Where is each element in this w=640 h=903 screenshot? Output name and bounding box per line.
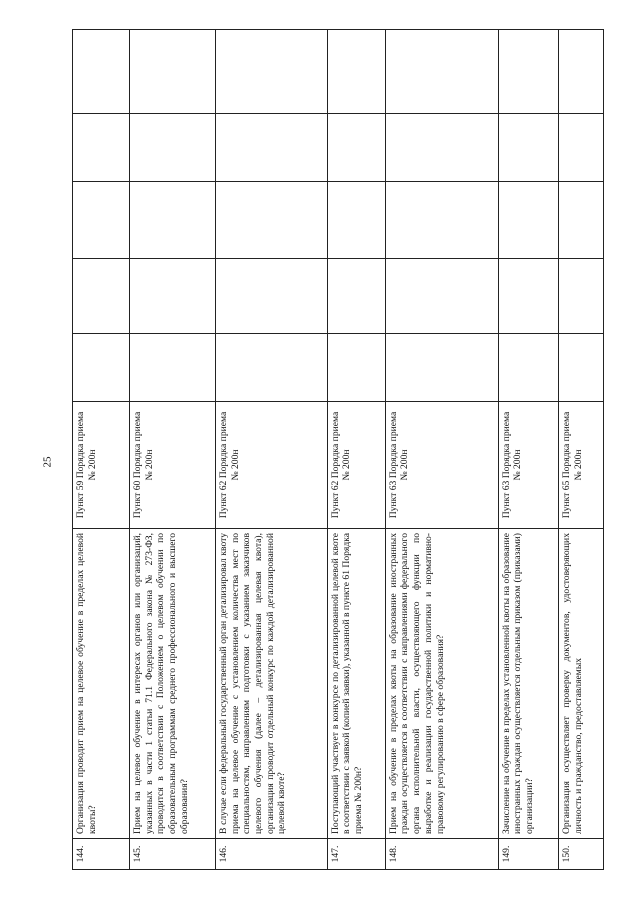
rotated-table-container: [72, 30, 604, 870]
table-row: [498, 30, 558, 870]
table-row: [558, 30, 603, 870]
answer-cell: [385, 182, 498, 259]
answer-cell: [498, 30, 558, 114]
row-number: 144.: [73, 839, 130, 870]
answer-cell: [498, 114, 558, 182]
answer-cell: [327, 30, 385, 114]
answer-cell: [558, 259, 603, 334]
table-row: [129, 30, 215, 870]
question-text: Организация осуществляет проверку документов, удостоверяющих личность и гражданство, предоставляемых: [558, 529, 603, 839]
reference-cell: Пункт 63 Порядка приема № 200н: [498, 402, 558, 529]
reference-cell: Пункт 65 Порядка приема № 200н: [558, 402, 603, 529]
answer-cell: [327, 334, 385, 402]
answer-cell: [558, 114, 603, 182]
answer-cell: [327, 114, 385, 182]
answer-cell: [327, 182, 385, 259]
question-text: Прием на целевое обучение в интересах органов или организаций, указанных в части 1 статьи 71.1 Федерального закона № 273-ФЗ, проводится в соответствии с Положением о целевом обучении по образовательным программам среднего профессионального и высшего образования?: [129, 529, 215, 839]
answer-cell: [73, 30, 130, 114]
answer-cell: [498, 334, 558, 402]
row-number: 148.: [385, 839, 498, 870]
answer-cell: [129, 259, 215, 334]
answer-cell: [215, 30, 327, 114]
row-number: 149.: [498, 839, 558, 870]
answer-cell: [73, 334, 130, 402]
table-row: [385, 30, 498, 870]
answer-cell: [498, 182, 558, 259]
answer-cell: [385, 334, 498, 402]
question-text: Поступающий участвует в конкурсе по детализированной целевой квоте в соответствии с заявкой (копией заявки), указанной в пункте 61 Порядка приема № 200н?: [327, 529, 385, 839]
answer-cell: [215, 182, 327, 259]
reference-cell: Пункт 59 Порядка приема № 200н: [73, 402, 130, 529]
page-number: [40, 452, 54, 472]
table-row: [215, 30, 327, 870]
question-text: В случае если федеральный государственный орган детализировал квоту приема на целевое обучение с установлением количества мест по специальностям, направлениям подготовки с указанием заказчиков целевого обучения (далее – детализированная целевая квота), организация проводит отдельный конкурс по каждой детализированной целевой квоте?: [215, 529, 327, 839]
answer-cell: [385, 114, 498, 182]
page-number-text: 25: [41, 456, 53, 468]
row-number: 145.: [129, 839, 215, 870]
reference-cell: Пункт 62 Порядка приема № 200н: [327, 402, 385, 529]
reference-cell: Пункт 60 Порядка приема № 200н: [129, 402, 215, 529]
answer-cell: [129, 182, 215, 259]
answer-cell: [558, 182, 603, 259]
answer-cell: [558, 30, 603, 114]
answer-cell: [73, 182, 130, 259]
question-text: Зачисление на обучение в пределах установленной квоты на образование иностранных граждан осуществляется отдельным приказом (приказами) организации?: [498, 529, 558, 839]
table-row: [73, 30, 130, 870]
row-number: 150.: [558, 839, 603, 870]
answer-cell: [73, 114, 130, 182]
answer-cell: [129, 30, 215, 114]
answer-cell: [129, 334, 215, 402]
answer-cell: [73, 259, 130, 334]
answer-cell: [385, 30, 498, 114]
answer-cell: [327, 259, 385, 334]
answer-cell: [558, 334, 603, 402]
checklist-table: [72, 29, 604, 870]
row-number: 147.: [327, 839, 385, 870]
row-number: 146.: [215, 839, 327, 870]
answer-cell: [215, 114, 327, 182]
answer-cell: [498, 259, 558, 334]
answer-cell: [215, 259, 327, 334]
table-row: [327, 30, 385, 870]
answer-cell: [129, 114, 215, 182]
question-text: Прием на обучение в пределах квоты на образование иностранных граждан осуществляется в соответствии с направлениями федерального органа исполнительной власти, осуществляющего функции по выработке и реализации государственной политики и нормативно-правовому регулированию в сфере образования?: [385, 529, 498, 839]
question-text: Организация проводит прием на целевое обучение в пределах целевой квоты?: [73, 529, 130, 839]
answer-cell: [385, 259, 498, 334]
answer-cell: [215, 334, 327, 402]
reference-cell: Пункт 63 Порядка приема № 200н: [385, 402, 498, 529]
reference-cell: Пункт 62 Порядка приема № 200н: [215, 402, 327, 529]
